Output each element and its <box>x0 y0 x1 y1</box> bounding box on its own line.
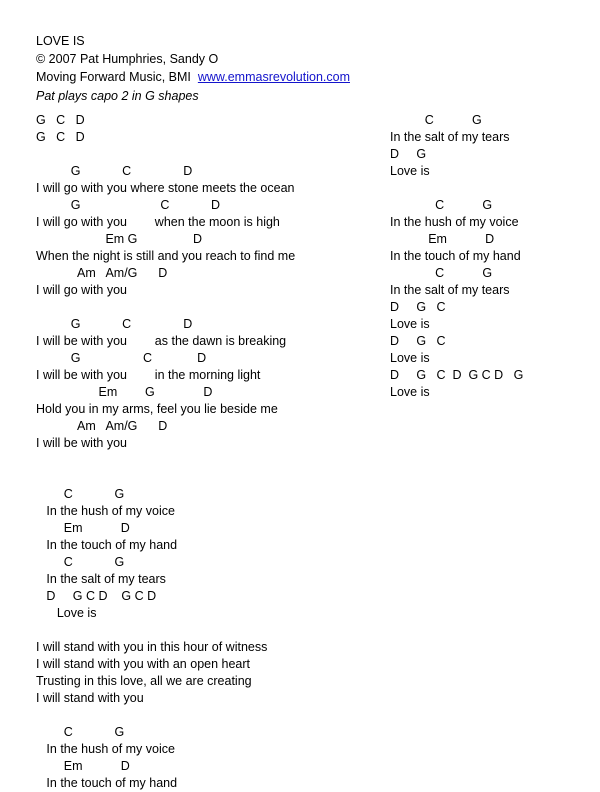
lyric-line: In the hush of my voice <box>36 742 175 756</box>
lyrics-left-column <box>36 112 295 792</box>
lyric-line: When the night is still and you reach to find me <box>36 249 296 263</box>
lyric-line: I will stand with you with an open heart <box>36 657 251 671</box>
lyric-line: C G <box>36 487 125 501</box>
song-title: LOVE IS <box>36 34 85 48</box>
lyric-line: Em D <box>36 521 130 535</box>
lyric-line: I will be with you in the morning light <box>36 368 261 382</box>
lyric-line: Love is <box>390 385 430 399</box>
lyric-line: G C D <box>36 351 207 365</box>
spacer-line <box>390 180 523 197</box>
lyric-line: I will stand with you in this hour of witness <box>36 640 268 654</box>
lyric-line: Love is <box>36 606 97 620</box>
lyric-line: Trusting in this love, all we are creating <box>36 674 252 688</box>
lyric-line: I will stand with you <box>36 691 144 705</box>
lyric-line: Love is <box>390 317 430 331</box>
lyric-line: Hold you in my arms, feel you lie beside me <box>36 402 278 416</box>
lyric-line: I will be with you as the dawn is breaking <box>36 334 287 348</box>
lyric-line: I will go with you <box>36 283 128 297</box>
lyric-line: G C D <box>36 113 85 127</box>
lyric-line: In the touch of my hand <box>390 249 521 263</box>
lyric-line: In the touch of my hand <box>36 538 178 552</box>
spacer-line <box>36 707 295 724</box>
publisher-line <box>36 68 350 86</box>
lyric-line: C G <box>36 725 125 739</box>
lyric-line: In the salt of my tears <box>390 130 510 144</box>
spacer-line <box>36 452 295 469</box>
lyric-line: In the salt of my tears <box>36 572 166 586</box>
website-link[interactable]: www.emmasrevolution.com <box>197 70 350 84</box>
lyric-line: Em G D <box>36 232 202 246</box>
lyric-line: D G C D G C D G <box>390 368 524 382</box>
lyric-line: In the hush of my voice <box>390 215 519 229</box>
lyric-line: Em D <box>390 232 495 246</box>
lyric-line: D G C <box>390 334 446 348</box>
lyric-line: I will be with you <box>36 436 128 450</box>
lyric-line: Am Am/G D <box>36 266 168 280</box>
lyric-line: D G C <box>390 300 446 314</box>
capo-note: Pat plays capo 2 in G shapes <box>36 89 199 103</box>
lyric-line: Love is <box>390 351 430 365</box>
lyric-line: In the touch of my hand <box>36 776 178 790</box>
spacer-line <box>36 622 295 639</box>
lyric-line: Em D <box>36 759 130 773</box>
lyric-line: In the hush of my voice <box>36 504 175 518</box>
lyric-line: I will go with you where stone meets the ocean <box>36 181 295 195</box>
publisher-text: Moving Forward Music, BMI <box>36 70 191 84</box>
lyric-line: In the salt of my tears <box>390 283 510 297</box>
lyric-line: G C D <box>36 198 221 212</box>
lyric-line: D G C D G C D <box>36 589 157 603</box>
lyric-line: D G <box>390 147 427 161</box>
spacer-line <box>36 146 295 163</box>
lyric-line: C G <box>390 266 493 280</box>
lyric-line: C G <box>36 555 125 569</box>
lyric-line: G C D <box>36 130 85 144</box>
lyric-line: Em G D <box>36 385 213 399</box>
lyric-line: C G <box>390 198 493 212</box>
spacer-line <box>36 299 295 316</box>
spacer-line <box>36 469 295 486</box>
lyric-line: Love is <box>390 164 430 178</box>
document-header <box>36 32 350 105</box>
lyric-line: C G <box>390 113 482 127</box>
copyright-line: © 2007 Pat Humphries, Sandy O <box>36 52 219 66</box>
lyrics-right-column <box>390 112 523 401</box>
lyric-line: Am Am/G D <box>36 419 168 433</box>
lyric-line: G C D <box>36 317 193 331</box>
lyric-line: G C D <box>36 164 193 178</box>
lyric-line: I will go with you when the moon is high <box>36 215 280 229</box>
